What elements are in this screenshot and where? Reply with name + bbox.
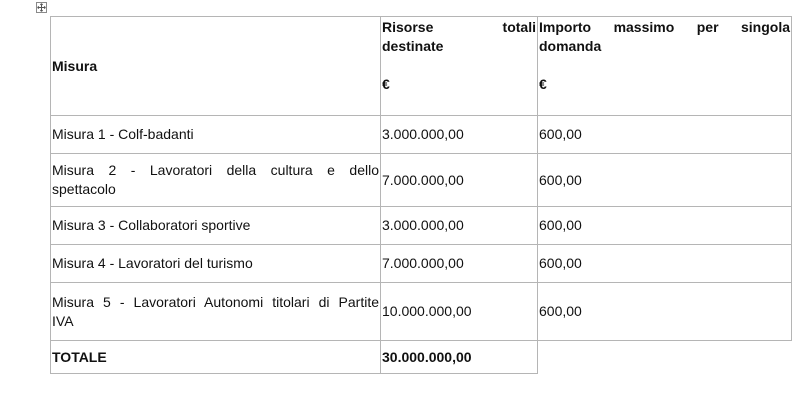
header-importo-line1: Importo massimo per singola [539,19,790,35]
cell-risorse[interactable]: 3.000.000,00 [381,207,538,245]
header-misura-label: Misura [52,57,98,74]
cell-risorse[interactable]: 3.000.000,00 [381,116,538,154]
header-importo-unit: € [539,76,547,92]
header-misura[interactable] [51,17,381,116]
cell-misura[interactable]: Misura 1 - Colf-badanti [51,116,381,154]
cell-risorse[interactable]: 7.000.000,00 [381,154,538,207]
cell-misura-line2: spettacolo [52,181,116,197]
cell-misura[interactable]: Misura 4 - Lavoratori del turismo [51,245,381,283]
cell-importo[interactable]: 600,00 [538,207,792,245]
total-empty-cell [538,341,792,374]
table-row [51,207,792,245]
cell-risorse[interactable]: 7.000.000,00 [381,245,538,283]
table-total-row [51,341,792,374]
total-risorse[interactable]: 30.000.000,00 [381,341,538,374]
table-row [51,154,792,207]
cell-misura[interactable] [51,154,381,207]
cell-misura-line1: Misura 5 - Lavoratori Autonomi titolari di Partite [52,293,379,310]
cell-misura-line2: IVA [52,312,74,329]
cell-importo[interactable]: 600,00 [538,245,792,283]
misure-table [50,16,792,374]
table-row [51,116,792,154]
header-importo-line2: domanda [539,38,602,54]
move-arrows-icon [37,3,46,12]
table-move-handle-icon[interactable] [36,2,47,13]
total-label[interactable]: TOTALE [51,341,381,374]
header-risorse-unit: € [382,76,390,92]
cell-importo[interactable]: 600,00 [538,154,792,207]
cell-importo[interactable]: 600,00 [538,116,792,154]
cell-misura[interactable]: Misura 3 - Collaboratori sportive [51,207,381,245]
table-row [51,245,792,283]
header-importo[interactable] [538,17,792,116]
cell-misura-line1: Misura 2 - Lavoratori della cultura e dello [52,162,379,178]
table-header-row [51,17,792,116]
header-risorse-line2: destinate [382,38,444,54]
cell-risorse[interactable]: 10.000.000,00 [381,283,538,341]
table-row [51,283,792,341]
header-risorse[interactable] [381,17,538,116]
cell-misura[interactable] [51,283,381,341]
header-risorse-line1: Risorse totali [382,19,536,35]
cell-importo[interactable]: 600,00 [538,283,792,341]
